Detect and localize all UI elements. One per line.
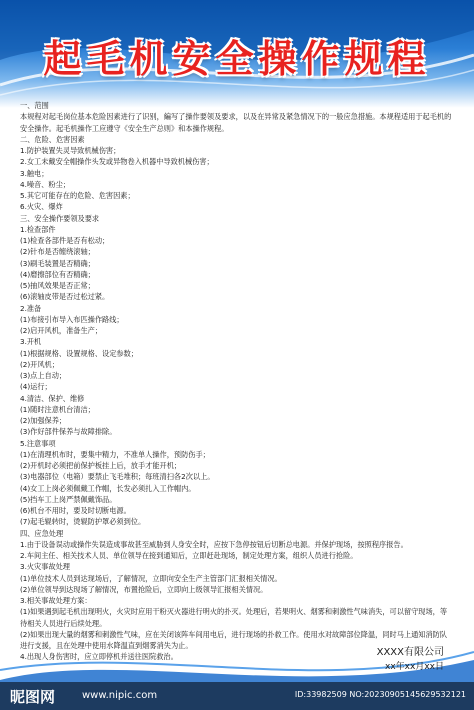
section-heading: 四、应急处理 xyxy=(20,528,64,538)
paragraph: 本规程对起毛岗位基本危险因素进行了识别，編写了操作要领及要求，以及在异常及紧急情况下的一般应急措施。本规程适用于起毛机的安全操作。起毛机操作工应遵守《安全生产总则》和本操作规程。 xyxy=(20,112,452,133)
list-item: (6)滚轴皮带是否过松过紧。 xyxy=(20,292,110,302)
list-item: 5.其它可能存在的危险、危害因素； xyxy=(20,191,135,200)
list-item: (2)开风机； xyxy=(20,359,59,369)
section-heading: 二、危险、危害因素 xyxy=(20,134,85,144)
subsection-heading: 4.清洁、保护、维修 xyxy=(20,393,85,403)
subsection-heading: 1.检查部件 xyxy=(20,224,56,234)
page-title: 起毛机安全操作规程 xyxy=(43,36,431,81)
list-item: 6.火灾、爆炸 xyxy=(20,202,63,212)
list-item: (3)点上自动； xyxy=(20,371,67,380)
list-item: (1)检查各部件是否有松动； xyxy=(20,236,110,245)
list-item: (6)机台不用时，要及时切断电源。 xyxy=(20,506,131,515)
subsection-heading: 3.火灾事故处理 xyxy=(20,562,70,572)
watermark-id: ID:33982509 NO:20230905145629532121 xyxy=(294,690,466,699)
list-item: (1)随时注意机台清洁； xyxy=(20,404,95,414)
list-item: (2)启开风机，准备生产； xyxy=(20,326,103,335)
list-item: (4)女工上岗必须佩戴工作帽，长发必须扎入工作帽内。 xyxy=(20,483,196,493)
subsection-heading: 2.准备 xyxy=(20,303,42,313)
list-item: (1)在清理机布时，要集中精力，不准单人操作，预防伤手； xyxy=(20,449,210,459)
list-item: 2.女工未戴安全帽操作头发或异物卷入机器中导致机械伤害； xyxy=(20,157,214,167)
list-item: 1.防护装置失灵导致机械伤害； xyxy=(20,146,121,155)
list-item: (3)电器部位（电箱）要禁止飞毛堆积；每班清扫各2次以上。 xyxy=(20,472,215,482)
subsection-heading: 5.注意事项 xyxy=(20,438,56,448)
document-body xyxy=(20,100,454,663)
watermark-logo: 昵图网 xyxy=(10,688,56,706)
subsection-heading: 3.相关事故处理方案： xyxy=(20,596,92,605)
list-item: (2)针布是否缠绕滚轴； xyxy=(20,247,95,257)
list-item: (7)起毛辊转时，烫辊防护罩必须到位。 xyxy=(20,517,146,527)
list-item: (2)加强保养； xyxy=(20,416,67,425)
list-item: (2)单位领导到达现场了解情况，布置抢险后，立即向上级领导汇报相关情况。 xyxy=(20,584,268,594)
subsection-heading: 3.开机 xyxy=(20,337,42,347)
list-item: (4)磨擦部位有否精确； xyxy=(20,269,95,279)
paragraph: 1.由于设备误动或操作失误造成事故甚至威胁到人身安全时，应按下急停按钮后切断总电源。并保护现场，按照程序报告。 xyxy=(20,539,408,549)
list-item: (5)抽风效果是否正常； xyxy=(20,281,95,290)
paragraph: 4.出现人身伤害时，应立即停机并送往医院救治。 xyxy=(20,652,178,662)
issue-date: xx年xx月xx日 xyxy=(385,662,444,672)
paragraph: (1)如果遇到起毛机出现明火，火灾时应用干粉灭火器进行明火的扑灭。处理后，若果明火、烟雾和刺激性气味消失，可以留守现场，等待相关人员进行后续处理。 xyxy=(20,607,448,628)
list-item: (3)刷毛装置是否精确； xyxy=(20,258,95,268)
list-item: 3.触电； xyxy=(20,168,49,178)
watermark-url: www.nipic.com xyxy=(82,690,158,701)
section-heading: 三、安全操作要领及要求 xyxy=(20,213,100,223)
paragraph: 2.车间主任、相关技术人员、单位领导在接到通知后，立即赶赴现场，制定处理方案，组织人员进行抢险。 xyxy=(20,551,358,560)
list-item: (2)开机时必须把前保护板挂上后，放手才能开机； xyxy=(20,461,182,470)
list-item: (1)布接引布导入布匹操作路线； xyxy=(20,314,124,324)
company-name: XXXX有限公司 xyxy=(376,647,444,658)
list-item: (4)运行； xyxy=(20,382,52,392)
list-item: (3)作好部件保养与故障排除。 xyxy=(20,427,117,437)
section-heading: 一、范围 xyxy=(20,101,49,110)
paragraph: (2)如果出现大量的烟雾和刺激性气味，应在关闭该阵车间用电后，进行现场的扑救工作。使用水对故障部位降温，同时马上通知消防队进行支援，且在处理中使用水降温直到烟雾消失为止。 xyxy=(20,629,448,650)
list-item: (1)根据规格、设置规格、设定参数； xyxy=(20,348,138,358)
list-item: 4.噪音、粉尘； xyxy=(20,179,70,189)
list-item: (5)挡车工上岗严禁佩戴饰品。 xyxy=(20,494,117,504)
list-item: (1)单位技术人员到达现场后，了解情况，立即向安全生产主管部门汇报相关情况。 xyxy=(20,573,282,583)
